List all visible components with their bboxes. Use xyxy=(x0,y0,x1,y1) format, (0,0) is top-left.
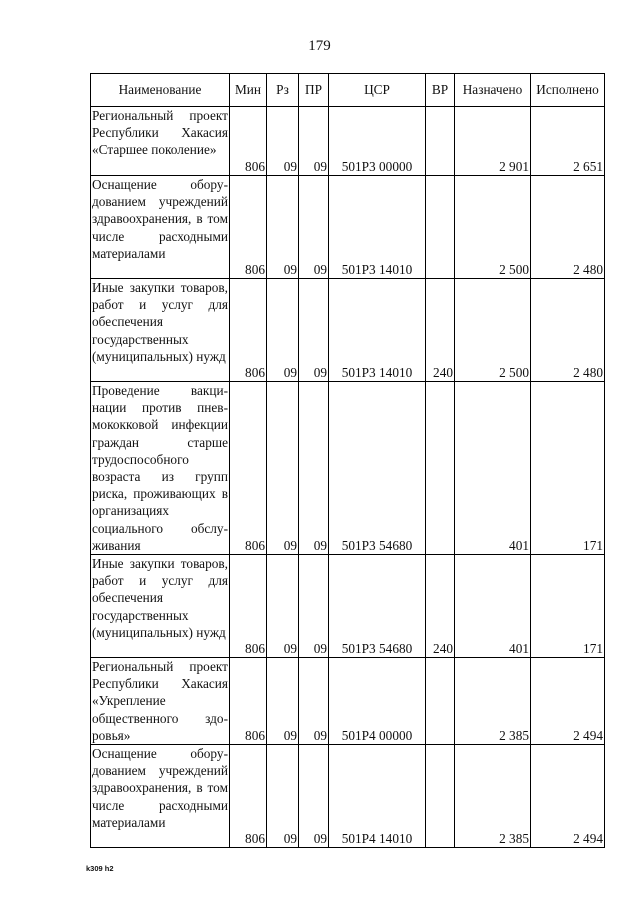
row-vr: 240 xyxy=(426,555,455,658)
page-number: 179 xyxy=(308,38,331,54)
row-rz: 09 xyxy=(267,107,299,176)
row-vr xyxy=(426,176,455,279)
row-csr: 501Р3 00000 xyxy=(329,107,426,176)
row-min: 806 xyxy=(230,658,267,745)
row-pr: 09 xyxy=(299,107,329,176)
header-vr: ВР xyxy=(426,74,455,107)
row-executed: 2 494 xyxy=(531,658,605,745)
row-name: Оснащение оборудованием учреждений здравоохранения, в том числе расходными материалами xyxy=(91,176,230,279)
row-vr xyxy=(426,382,455,555)
row-name: Иные закупки товаров, работ и услуг для обеспечения государственных (муниципальных) нужд xyxy=(91,279,230,382)
header-name: Наименование xyxy=(91,74,230,107)
header-rz: Рз xyxy=(267,74,299,107)
row-assigned: 2 500 xyxy=(455,279,531,382)
table-row xyxy=(91,279,605,382)
row-pr: 09 xyxy=(299,279,329,382)
row-assigned: 401 xyxy=(455,555,531,658)
row-vr xyxy=(426,107,455,176)
row-rz: 09 xyxy=(267,555,299,658)
row-rz: 09 xyxy=(267,745,299,848)
row-executed: 2 651 xyxy=(531,107,605,176)
row-csr: 501Р4 00000 xyxy=(329,658,426,745)
row-name: Оснащение оборудованием учреждений здравоохранения, в том числе расходными материалами xyxy=(91,745,230,848)
table-body xyxy=(91,107,605,848)
row-pr: 09 xyxy=(299,555,329,658)
header-csr: ЦСР xyxy=(329,74,426,107)
row-vr xyxy=(426,745,455,848)
table-header xyxy=(91,74,605,107)
row-csr: 501Р4 14010 xyxy=(329,745,426,848)
row-assigned: 401 xyxy=(455,382,531,555)
row-executed: 2 480 xyxy=(531,176,605,279)
row-min: 806 xyxy=(230,107,267,176)
table-row xyxy=(91,382,605,555)
row-vr: 240 xyxy=(426,279,455,382)
row-rz: 09 xyxy=(267,658,299,745)
row-executed: 2 494 xyxy=(531,745,605,848)
table-row xyxy=(91,107,605,176)
row-executed: 171 xyxy=(531,555,605,658)
row-assigned: 2 385 xyxy=(455,658,531,745)
row-pr: 09 xyxy=(299,745,329,848)
footer-code: k309 h2 xyxy=(86,864,114,873)
row-min: 806 xyxy=(230,555,267,658)
row-executed: 2 480 xyxy=(531,279,605,382)
row-pr: 09 xyxy=(299,176,329,279)
row-csr: 501Р3 14010 xyxy=(329,279,426,382)
table-row xyxy=(91,745,605,848)
row-executed: 171 xyxy=(531,382,605,555)
row-rz: 09 xyxy=(267,176,299,279)
header-executed: Исполнено xyxy=(531,74,605,107)
row-name: Проведение вакцинации против пневмококковой инфекции граждан старше трудоспособного возраста из групп риска, проживающих в организациях социального обслуживания xyxy=(92,383,228,553)
row-min: 806 xyxy=(230,279,267,382)
header-pr: ПР xyxy=(299,74,329,107)
budget-table xyxy=(90,73,605,848)
table-row xyxy=(91,555,605,658)
row-name: Иные закупки товаров, работ и услуг для обеспечения государственных (муниципальных) нужд xyxy=(91,555,230,658)
row-assigned: 2 385 xyxy=(455,745,531,848)
table-row xyxy=(91,658,605,745)
row-rz: 09 xyxy=(267,279,299,382)
table-row xyxy=(91,176,605,279)
header-min: Мин xyxy=(230,74,267,107)
row-min: 806 xyxy=(230,176,267,279)
row-csr: 501Р3 14010 xyxy=(329,176,426,279)
row-pr: 09 xyxy=(299,382,329,555)
row-assigned: 2 500 xyxy=(455,176,531,279)
row-rz: 09 xyxy=(267,382,299,555)
row-vr xyxy=(426,658,455,745)
row-name: Региональный проект Республики Хакасия «Старшее поколение» xyxy=(91,107,230,176)
row-csr: 501Р3 54680 xyxy=(329,555,426,658)
row-name: Региональный проект Республики Хакасия «Укрепление общественного здоровья» xyxy=(92,659,228,743)
header-assigned: Назначено xyxy=(455,74,531,107)
row-csr: 501Р3 54680 xyxy=(329,382,426,555)
row-min: 806 xyxy=(230,382,267,555)
row-assigned: 2 901 xyxy=(455,107,531,176)
row-pr: 09 xyxy=(299,658,329,745)
row-min: 806 xyxy=(230,745,267,848)
